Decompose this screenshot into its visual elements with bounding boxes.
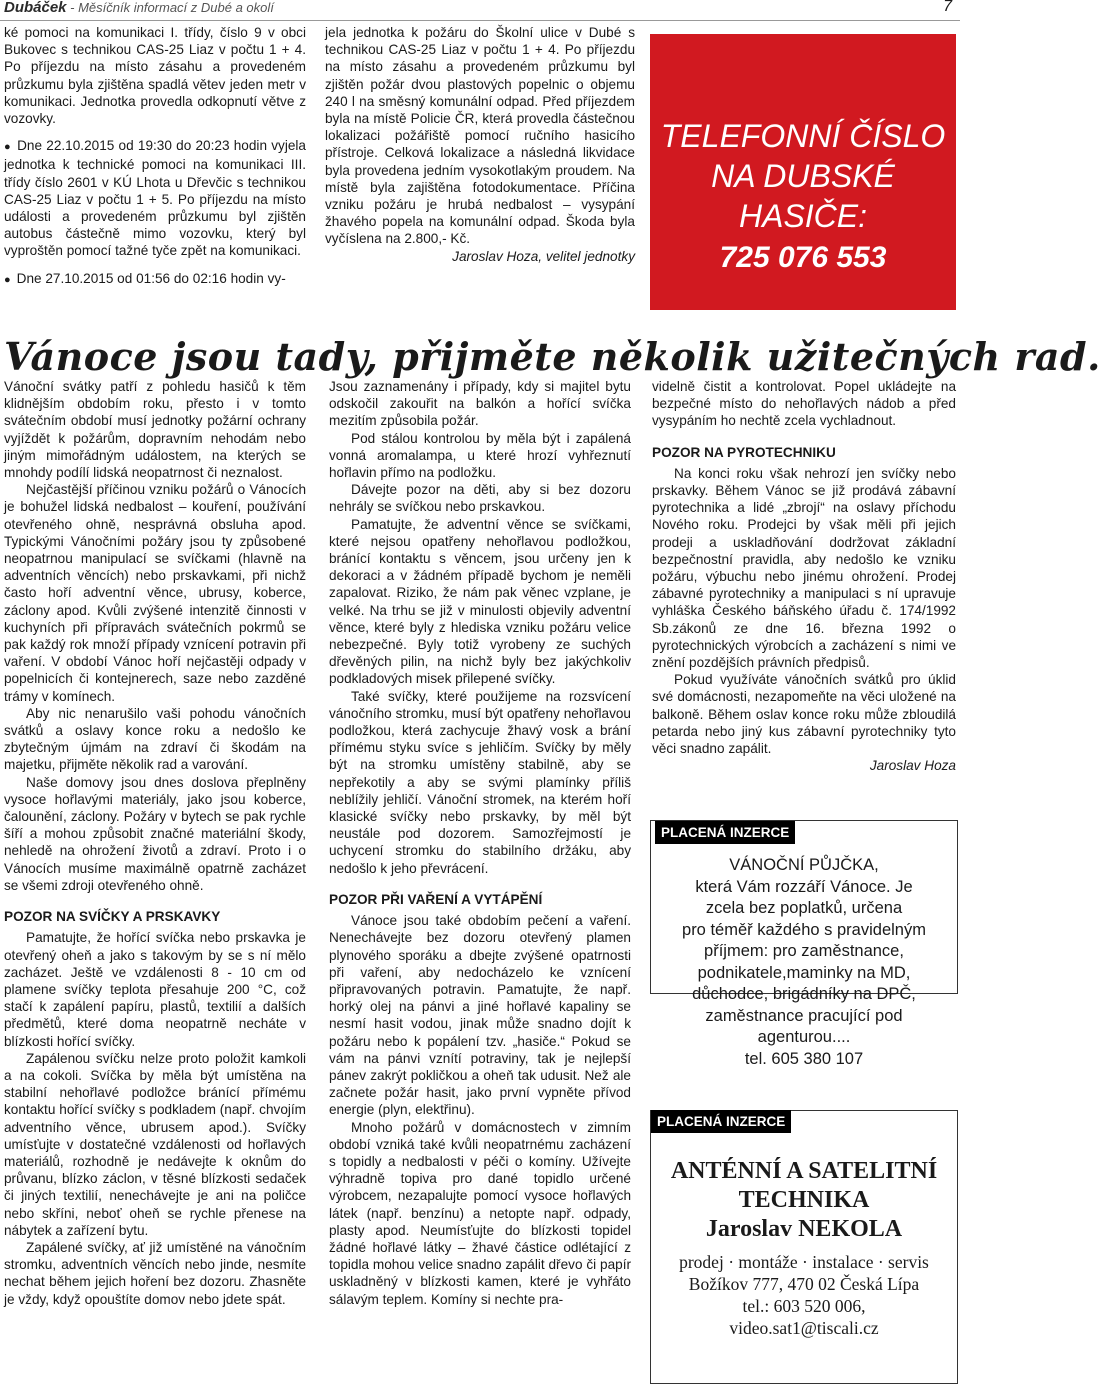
- loan-advertisement: [650, 820, 958, 1068]
- article-headline: Vánoce jsou tady, přijměte několik užitečných rad.: [4, 334, 1101, 379]
- paragraph: ● Dne 22.10.2015 od 19:30 do 20:23 hodin vyjela jednotka k technické pomoci na komunikaci III. třídy číslo 2601 v KÚ Lhota u Dřevčic s technikou CAS-25 Liaz v počtu 1 + 5. Po příjezdu na místo události a provedeném průzkumu byl zjištěn autobus částečně mimo vozovku, který byl vyproštěn pomocí tažné tyče zpět na komunikaci.: [4, 137, 306, 259]
- paragraph: Zapálenou svíčku nelze proto položit kamkoli a na cokoli. Svíčka by měla být umístěna na stabilní nehořlavé podložce bránící přímému kontaktu hořící svíčky s podkladem (např. chvojím adventního věnce, ubrusem apod.). Svíčky umísťujte v dostatečné vzdálenosti od hořlavých materiálů, rozhodně je nedávejte k oknům do průvanu, blízko záclon, v těsné blízkosti sedaček či jiných textilií, nenechávejte je ani na poličce nebo skříni, neboť oheň se rychle přenese na nábytek a zařízení bytu.: [4, 1050, 306, 1238]
- article-column-3: [652, 378, 956, 774]
- paragraph: Pamatujte, že hořící svíčka nebo prskavka je otevřený oheň a jako s takovým by se s ní mělo zacházet. Ještě ve vzdálenosti 8 - 10 cm od plamene svíčky teplota přesahuje 200 °C, což stačí k zapálení papíru, plastů, textilií a dalších předmětů, které doma neopatrně necháte v blízkosti hořící svíčky.: [4, 930, 306, 1049]
- paragraph: Pokud využíváte vánočních svátků pro úklid své domácnosti, nezapomeňte na věci uložené na balkoně. Během oslav konce roku může zbloudilá petarda nebo jiný kus zábavní pyrotechniky tyto věci snadno zapálit.: [652, 672, 956, 757]
- author-signature: Jaroslav Hoza: [869, 758, 956, 774]
- antenna-ad-line: tel.: 603 520 006,: [742, 1296, 866, 1316]
- report-column-left: [4, 24, 306, 289]
- loan-ad-line: agenturou....: [757, 1028, 851, 1046]
- paid-ad-tag: PLACENÁ INZERCE: [651, 1110, 791, 1133]
- paid-ad-tag: PLACENÁ INZERCE: [655, 821, 795, 844]
- paragraph: Pamatujte, že adventní věnce se svíčkami, které nejsou opatřeny nehořlavou podložkou, bránící kontaktu s věncem, jsou určeny jen k dekoraci a v žádném případě bychom je neměli zapalovat. Riziko, že nám pak věnec vzplane, je velké. Na trhu se již v minulosti objevily adventní věnce, které byly z hlediska vzniku požáru velice nebezpečné. Byly totiž vyrobeny ze suchých dřevěných pilin, na nichž byly bez jakýchkoliv podkladových misek přilepené svíčky.: [329, 516, 631, 687]
- paragraph: Jsou zaznamenány i případy, kdy si majitel bytu odskočil zakouřit na balkón a hořící svíčka mezitím způsobila požár.: [329, 379, 631, 429]
- header-divider: [0, 20, 960, 21]
- paragraph: Vánoční svátky patří z pohledu hasičů k těm klidnějším obdobím roku, přesto i v tomto svátečním období musí jednotky požární ochrany vyjíždět k požárům, dopravním nehodám nebo jiným mimořádným událostem, na kterých se mnohdy podílí lidská neopatrnost či neznalost.: [4, 379, 306, 481]
- paragraph: Naše domovy jsou dnes doslova přeplněny vysoce hořlavými materiály, jako jsou koberce, čalounění, záclony. Požáry v bytech se pak rychle šíří a mohou způsobit značné materiální škody, nehledě na ohrožení životů a zdraví. Proto i o Vánocích musíme maximálně opatrně zacházet se všemi zdroji otevřeného ohně.: [4, 774, 306, 893]
- loan-ad-line: VÁNOČNÍ PŮJČKA,: [729, 856, 879, 874]
- publication-name: Dubáček - Měsíčník informací z Dubé a okolí: [4, 0, 274, 16]
- author-signature: Jaroslav Hoza, velitel jednotky: [452, 248, 635, 264]
- paragraph: Na konci roku však nehrozí jen svíčky nebo prskavky. Během Vánoc se již prodává zábavní pyrotechnika a lidé „zbrojí“ na oslavy příchodu Nového roku. Prodejci by však měli při jejich prodeji a uskladňování dodržovat základní bezpečnostní pravidla, aby nedošlo ke vzniku požáru, výbuchu nebo jinému ohrožení. Prodej zábavné pyrotechniky a manipulaci s ní upravuje vyhláška Českého báňského úřadu č. 174/1992 Sb.zákonů ze dne 16. března 1992 o pyrotechnických výrobcích a zacházení s nimi ve znění pozdějších právních předpisů.: [652, 465, 956, 671]
- antenna-ad-contact: [651, 1251, 957, 1339]
- page-header: [0, 0, 960, 20]
- paragraph: Nejčastější příčinou vzniku požárů o Vánocích je bohužel lidská nedbalost – kouření, používání otevřeného ohně, nesprávná obsluha apod. Typickými Vánočními požáry jsou ty způsobené neopatrnou manipulací se svíčkami (hlavně na adventních věncích) nebo prskavkami, při nichž často hoří adventní věnce, ubrusy, koberce, záclony apod. Kvůli zvýšené intenzitě činnosti v kuchyních při přípravách svátečních pokrmů se pak každý rok množí případy vznícení potravin při vaření. V období Vánoc hoří nejčastěji odpady v popelnicích či kontejnerech, saze nebo zazděné trámy v komínech.: [4, 482, 306, 704]
- section-heading: POZOR NA SVÍČKY A PRSKAVKY: [4, 909, 221, 925]
- antenna-ad-line: Božíkov 777, 470 02 Česká Lípa: [688, 1274, 920, 1294]
- loan-ad-line: pro téměř každého s pravidelným: [682, 920, 926, 939]
- paragraph: ● Dne 27.10.2015 od 01:56 do 02:16 hodin vy-: [4, 270, 306, 289]
- antenna-ad-line: prodej · montáže · instalace · servis: [679, 1252, 929, 1272]
- paragraph: Vánoce jsou také obdobím pečení a vaření. Nenechávejte bez dozoru otevřený plamen plynového sporáku a dbejte zvýšené opatrnosti při vaření, aby nedocházelo ke vznícení připravovaných potravin. Pamatujte, že např. horký olej na pánvi a jiné hořlavé kapaliny se nesmí hasit vodou, jinak může snadno dojít k požáru nebo k popálení tzv. „hasiče.“ Pokud se vám na pánvi vznítí potraviny, tak je nejlepší pánev zakrýt pokličkou a oheň tak udusit. Než ale začnete požár hasit, jako první vypněte přívod energie (plyn, elektřinu).: [329, 913, 631, 1118]
- loan-ad-line: tel. 605 380 107: [744, 1049, 864, 1068]
- antenna-ad-title-line: TECHNIKA: [738, 1187, 870, 1213]
- paragraph: Aby nic nenarušilo vaši pohodu vánočních svátků a oslavy konce roku a nedošlo ke zbytečným újmám na zdraví či škodám na majetku, přijměte několik rad a varování.: [4, 705, 306, 773]
- loan-ad-line: zaměstnance pracující pod: [705, 1006, 903, 1025]
- loan-ad-line: podnikatele,maminky na MD,: [697, 963, 911, 982]
- fire-brigade-phone-banner: [650, 34, 956, 310]
- article-column-1: [4, 378, 306, 1308]
- paragraph: ké pomoci na komunikaci I. třídy, číslo 9 v obci Bukovec s technikou CAS-25 Liaz v počtu 1 + 4. Po příjezdu na místo zásahu a provedeném průzkumu byla zjištěna spadlá větev jeden metr v komunikaci. Jednotka provedla odkopnutí větve z vozovky.: [4, 25, 306, 127]
- phone-banner-number: 725 076 553: [719, 241, 887, 274]
- paragraph: Zapálené svíčky, ať již umístěné na vánočním stromku, adventních věncích nebo jinde, nesmíte nechat během jejich hoření bez dozoru. Zhasněte je vždy, když opouštíte domov nebo jdete spát.: [4, 1239, 306, 1307]
- paragraph: Také svíčky, které použijeme na rozsvícení vánočního stromku, musí být opatřeny nehořlavou podložkou, která zachycuje žhavý vosk a brání přímému styku svíce s jehličím. Svíčky by měly být na stromku umístěny stabilně, aby se nepřekotily a aby se svými plamínky příliš neblížily jehličí. Vánoční stromek, na kterém hoří klasické svíčky nebo prskavky, by měl být neustále pod dozorem. Samozřejmostí je uchycení stromku do stabilního držáku, aby nedošlo k jeho převrácení.: [329, 688, 631, 876]
- paragraph: Dávejte pozor na děti, aby si bez dozoru nehrály se svíčkou nebo prskavkou.: [329, 482, 631, 515]
- phone-banner-line-2: NA DUBSKÉ HASIČE:: [711, 158, 895, 234]
- publication-subtitle: - Měsíčník informací z Dubé a okolí: [66, 0, 274, 15]
- page-number: 7: [943, 0, 952, 15]
- paragraph: jela jednotka k požáru do Školní ulice v Dubé s technikou CAS-25 Liaz v počtu 1 + 4. Po příjezdu na místo zásahu a provedeném průzkumu byl zjištěn požár dvou plastových popelnic o objemu 240 l na směsný komunální odpad. Před příjezdem byla na místě Policie ČR, která provedla částečnou lokalizaci požářiště pomocí ručního hasicího přístroje. Celková lokalizace a následná likvidace byla provedena jedním vysokotlakým proudem. Na místě byla zajištěna fotodokumentace. Příčina vzniku požáru je hrubá nedbalost – vysypání žhavého popela na komunální odpad. Škoda byla vyčíslena na 2.800,- Kč.: [325, 25, 635, 247]
- loan-ad-line: důchodce, brigádníky na DPČ,: [692, 985, 916, 1003]
- antenna-ad-title-line: Jaroslav NEKOLA: [705, 1216, 903, 1242]
- loan-ad-line: která Vám rozzáří Vánoce. Je: [695, 877, 913, 896]
- antenna-ad-title: [651, 1157, 957, 1244]
- phone-banner-line-1: TELEFONNÍ ČÍSLO: [660, 118, 946, 154]
- antenna-ad-line: video.sat1@tiscali.cz: [729, 1318, 879, 1338]
- section-heading: POZOR PŘI VAŘENÍ A VYTÁPĚNÍ: [329, 891, 543, 907]
- antenna-advertisement: [650, 1110, 958, 1384]
- section-heading: POZOR NA PYROTECHNIKU: [652, 444, 836, 460]
- loan-ad-text: [651, 855, 957, 1070]
- loan-ad-line: příjmem: pro zaměstnance,: [704, 942, 904, 960]
- antenna-ad-title-line: ANTÉNNÍ A SATELITNÍ: [670, 1158, 938, 1184]
- report-column-middle: [325, 24, 635, 265]
- paragraph: Pod stálou kontrolou by měla být i zapálená vonná aromalampa, u které hrozí vyhřeznutí hořlavin přímo na podložku.: [329, 430, 631, 481]
- loan-ad-line: zcela bez poplatků, určena: [705, 899, 903, 917]
- paragraph: Mnoho požárů v domácnostech v zimním období vzniká také kvůli neopatrnému zacházení s topidly a nedbalosti v péči o komíny. Užívejte výhradně topiva pro dané topidlo určené výrobcem, nezapalujte pomocí vysoce hořlavých látek (např. benzínu) a netopte např. odpady, plasty apod. Neumísťujte do blízkosti topidel žádné hořlavé látky – žhavé částice odlétající z topidla mohou velice snadno zapálit dřevo či papír uskladněný v blízkosti kamen, které je vyhřáto sálavým teplem. Komíny si nechte pra-: [329, 1119, 631, 1307]
- paragraph: videlně čistit a kontrolovat. Popel ukládejte na bezpečné místo do nehořlavých nádob a před vysypáním ho nechtě zcela vychladnout.: [652, 379, 956, 429]
- article-column-2: [329, 378, 631, 1308]
